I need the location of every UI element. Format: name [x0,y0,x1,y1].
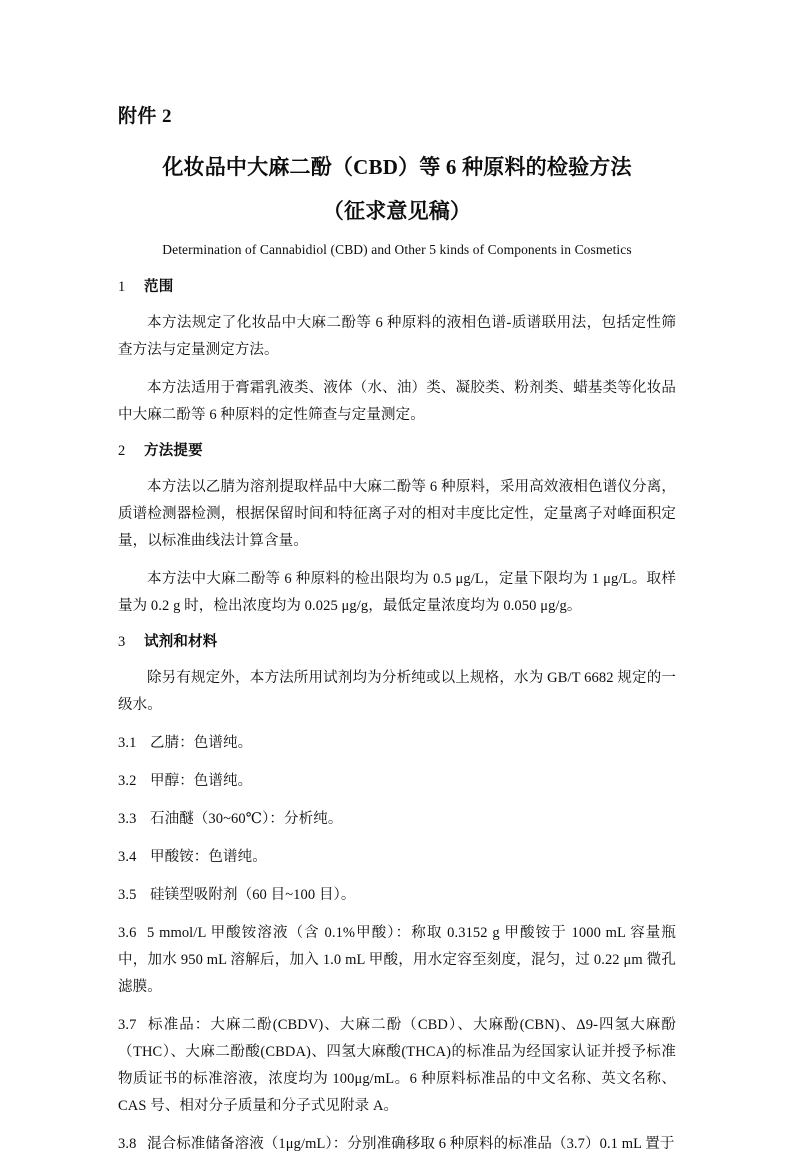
item-number: 3.2 [118,773,137,789]
item-text: 硅镁型吸附剂（60 目~100 目）。 [150,887,356,903]
item-number: 3.6 [118,925,137,941]
list-item [118,806,676,833]
item-text: 甲酸铵：色谱纯。 [150,849,267,865]
paragraph: 本方法中大麻二酚等 6 种原料的检出限均为 0.5 μg/L，定量下限均为 1 μg/L。取样量为 0.2 g 时，检出浓度均为 0.025 μg/g，最低定量浓度均为 0.050 μg/g。 [118,571,676,614]
item-text: 乙腈：色谱纯。 [150,735,253,751]
item-text: 甲醇：色谱纯。 [150,773,253,789]
list-item [118,768,676,795]
section-heading-3 [118,631,676,653]
list-item [118,844,676,871]
item-number: 3.7 [118,1017,137,1033]
list-item [118,920,676,1001]
section-number: 3 [118,634,126,650]
page-content [118,104,676,1169]
item-text: 5 mmol/L 甲酸铵溶液（含 0.1%甲酸）：称取 0.3152 g 甲酸铵于 1000 mL 容量瓶中，加水 950 mL 溶解后，加入 1.0 mL 甲酸，用水定容至刻度，混匀，过 0.22 μm 微孔滤膜。 [118,925,676,995]
document-title: 化妆品中大麻二酚（CBD）等 6 种原料的检验方法 [162,155,632,179]
attachment-label: 附件 2 [118,106,172,127]
section-heading-2 [118,440,676,462]
item-text: 混合标准储备溶液（1μg/mL）：分别准确移取 6 种原料的标准品（3.7）0.1 mL 置于 [147,1136,675,1152]
section-title: 范围 [144,279,174,295]
item-text: 石油醚（30~60℃）：分析纯。 [150,811,343,827]
paragraph: 本方法以乙腈为溶剂提取样品中大麻二酚等 6 种原料，采用高效液相色谱仪分离，质谱检测器检测，根据保留时间和特征离子对的相对丰度比定性，定量离子对峰面积定量，以标准曲线法计算含量。 [118,479,676,549]
document-subtitle: （征求意见稿） [322,199,472,223]
list-item [118,1131,676,1158]
paragraph: 除另有规定外，本方法所用试剂均为分析纯或以上规格，水为 GB/T 6682 规定的一级水。 [118,670,676,713]
section-title: 方法提要 [144,443,203,459]
item-number: 3.8 [118,1136,137,1152]
section-title: 试剂和材料 [144,634,218,650]
item-number: 3.1 [118,735,137,751]
item-number: 3.3 [118,811,137,827]
document-english-title: Determination of Cannabidiol (CBD) and Other 5 kinds of Components in Cosmetics [162,242,632,257]
list-item [118,1012,676,1120]
item-number: 3.4 [118,849,137,865]
paragraph: 本方法适用于膏霜乳液类、液体（水、油）类、凝胶类、粉剂类、蜡基类等化妆品中大麻二酚等 6 种原料的定性筛查与定量测定。 [118,380,676,423]
section-heading-1 [118,276,676,298]
item-number: 3.5 [118,887,137,903]
section-number: 2 [118,443,126,459]
item-text: 标准品：大麻二酚(CBDV)、大麻二酚（CBD）、大麻酚(CBN)、Δ9-四氢大麻酚（THC）、大麻二酚酸(CBDA)、四氢大麻酸(THCA)的标准品为经国家认证并授予标准物质证书的标准溶液，浓度均为 100μg/mL。6 种原料标准品的中文名称、英文名称、CAS 号、相对分子质量和分子式见附录 A。 [118,1017,676,1114]
section-number: 1 [118,279,126,295]
list-item [118,730,676,757]
list-item [118,882,676,909]
paragraph: 本方法规定了化妆品中大麻二酚等 6 种原料的液相色谱-质谱联用法，包括定性筛查方法与定量测定方法。 [118,315,676,358]
